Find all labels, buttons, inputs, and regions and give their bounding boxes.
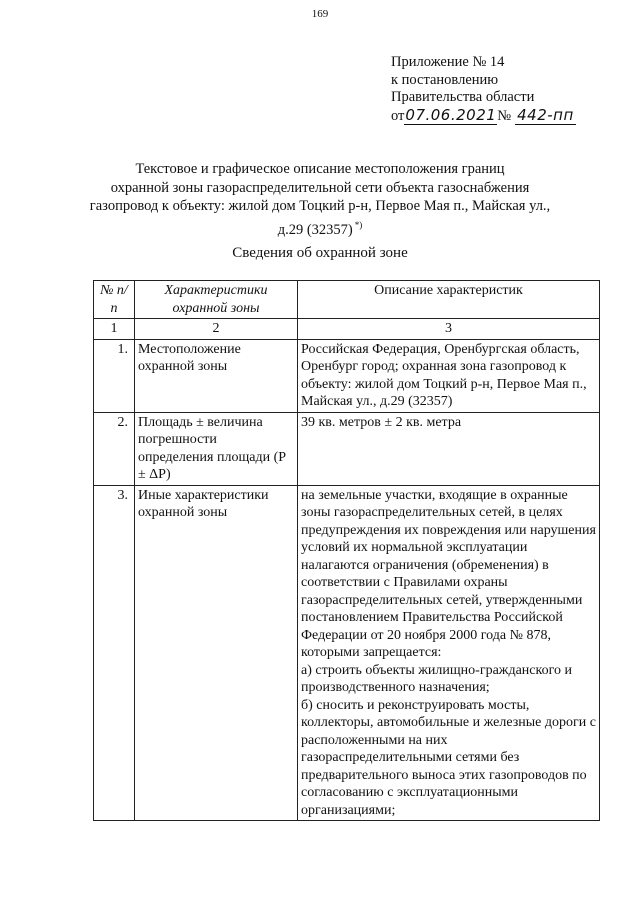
number-label: № xyxy=(497,107,512,124)
table-row xyxy=(94,485,600,821)
table-index-row xyxy=(94,319,600,340)
header-description: Описание характеристик xyxy=(298,281,600,319)
row-2-num: 2. xyxy=(94,412,135,485)
handwritten-date: 07.06.2021 xyxy=(405,105,497,124)
handwritten-number: 442-пп xyxy=(517,105,574,124)
title-line-4-text: д.29 (32357) xyxy=(277,221,353,238)
zone-info-table xyxy=(93,280,600,821)
row-3-description xyxy=(298,485,600,821)
table-header-row xyxy=(94,281,600,319)
appendix-line-1: Приложение № 14 xyxy=(391,54,505,70)
footnote-mark: *) xyxy=(354,219,363,230)
section-title: Сведения об охранной зоне xyxy=(232,245,408,261)
row-1-characteristic: Местоположение охранной зоны xyxy=(135,339,298,412)
table-row xyxy=(94,412,600,485)
row-1-num: 1. xyxy=(94,339,135,412)
row-2-description: 39 кв. метров ± 2 кв. метра xyxy=(298,412,600,485)
table-row xyxy=(94,339,600,412)
title-line-1: Текстовое и графическое описание местоположения границ xyxy=(135,161,505,177)
row-3-characteristic: Иные характеристики охранной зоны xyxy=(135,485,298,821)
row-2-characteristic: Площадь ± величина погрешности определения площади (P ± ΔP) xyxy=(135,412,298,485)
row-3-item-b: б) сносить и реконструировать мосты, коллекторы, автомобильные и железные дороги с расположенными на них газораспределительными сетями без предварительного выноса этих газопроводов по согласованию с эксплуатационными организациями; xyxy=(301,697,596,818)
row-3-item-a: а) строить объекты жилищно-гражданского и производственного назначения; xyxy=(301,662,572,695)
header-characteristic: Характеристики охранной зоны xyxy=(135,281,298,319)
appendix-date-number-line xyxy=(391,107,576,126)
row-3-description-main: на земельные участки, входящие в охранные зоны газораспределительных сетей, в целях предупреждения их повреждения или нарушения условий их нормальной эксплуатации налагаются ограничения (обременения) в соответствии с Правилами охраны газораспределительных сетей, утвержденными постановлением Правительства Российской Федерации от 20 ноября 2000 года № 878, которыми запрещается: xyxy=(301,487,596,660)
index-cell-2: 2 xyxy=(135,319,298,340)
appendix-line-3: Правительства области xyxy=(391,89,535,105)
row-3-num: 3. xyxy=(94,485,135,821)
title-line-4 xyxy=(60,216,580,239)
page-number: 169 xyxy=(311,8,329,20)
appendix-line-2: к постановлению xyxy=(391,71,499,88)
index-cell-1: 1 xyxy=(94,319,135,340)
document-title xyxy=(60,160,580,239)
from-label: от xyxy=(391,107,405,124)
appendix-block xyxy=(391,54,576,125)
header-num: № п/п xyxy=(94,281,135,319)
title-line-2: охранной зоны газораспределительной сети объекта газоснабжения xyxy=(110,179,530,196)
row-1-description: Российская Федерация, Оренбургская область, Оренбург город; охранная зона газопровод к объекту: жилой дом Тоцкий р-н, Первое Мая п., Майская ул., д.29 (32357) xyxy=(298,339,600,412)
index-cell-3: 3 xyxy=(298,319,600,340)
title-line-3: газопровод к объекту: жилой дом Тоцкий р-н, Первое Мая п., Майская ул., xyxy=(89,198,551,214)
